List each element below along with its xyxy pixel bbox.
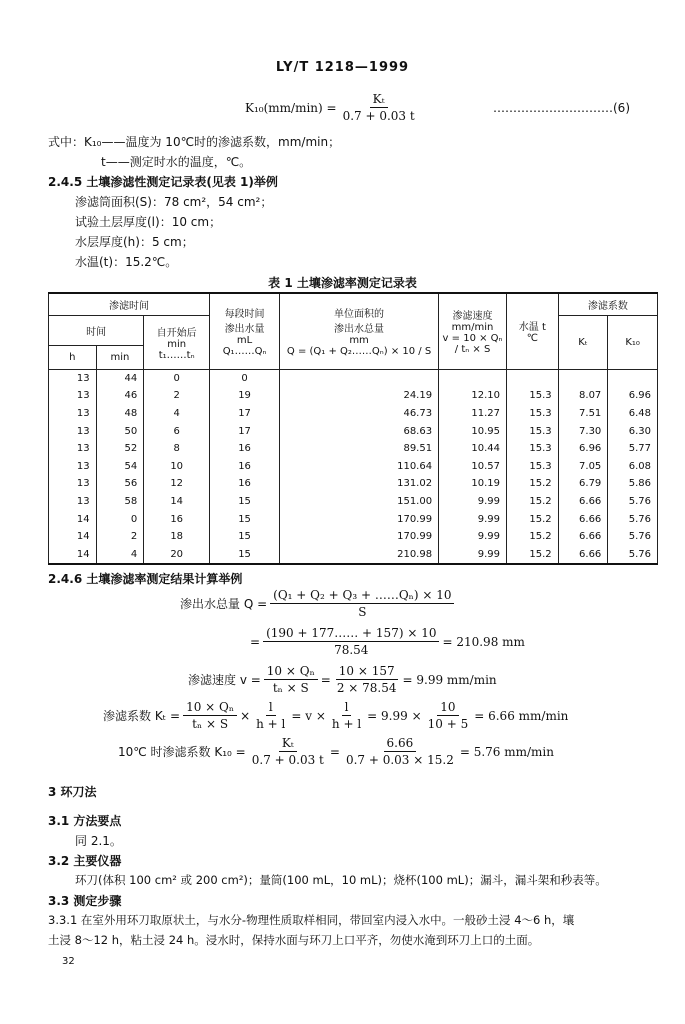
q-computed: = $\frac{(190 + 177\dots\dots + 157) \times 10}{78.54}$ = 210.98 mm bbox=[250, 626, 525, 657]
header-area-line1: 单位面积的 bbox=[334, 309, 385, 321]
cell-hour: 13 bbox=[49, 369, 97, 387]
cell-temp: 15.3 bbox=[506, 422, 558, 440]
cell-total-water: 210.98 bbox=[280, 545, 439, 564]
cell-segment-water: 16 bbox=[210, 457, 280, 475]
cell-temp: 15.3 bbox=[506, 457, 558, 475]
header-speed bbox=[439, 293, 507, 369]
cell-total-water: 110.64 bbox=[280, 457, 439, 475]
cell-minute: 56 bbox=[96, 475, 144, 493]
kt-numerator-2: l bbox=[266, 700, 276, 716]
header-elapsed-symbol: t₁……tₙ bbox=[158, 349, 195, 361]
cell-total-water: 151.00 bbox=[280, 493, 439, 511]
header-seg-line4: Q₁……Qₙ bbox=[222, 346, 267, 358]
cell-segment-water: 16 bbox=[210, 440, 280, 458]
kt-denominator-3: h + l bbox=[331, 717, 362, 731]
cell-speed: 9.99 bbox=[439, 510, 507, 528]
v-label: 渗滤速度 v = bbox=[188, 673, 261, 687]
cell-speed: 10.19 bbox=[439, 475, 507, 493]
v-result: = 9.99 mm/min bbox=[402, 672, 497, 687]
k10-result: = 5.76 mm/min bbox=[459, 744, 554, 759]
cell-segment-water: 0 bbox=[210, 369, 280, 387]
header-elapsed bbox=[144, 315, 210, 369]
cell-k10: 5.86 bbox=[608, 475, 658, 493]
cell-elapsed: 10 bbox=[144, 457, 210, 475]
kt-numerator-1: 10 × Qₙ bbox=[183, 700, 237, 716]
cell-speed: 10.57 bbox=[439, 457, 507, 475]
cell-kt: 6.66 bbox=[558, 493, 608, 511]
header-seg-line1: 每段时间 bbox=[224, 309, 265, 321]
cell-elapsed: 8 bbox=[144, 440, 210, 458]
cell-k10: 5.76 bbox=[608, 493, 658, 511]
header-seg-line3: mL bbox=[236, 335, 253, 347]
eq6-lhs: K₁₀(mm/min) = bbox=[245, 100, 337, 115]
cell-total-water: 89.51 bbox=[280, 440, 439, 458]
k10-denominator-1: 0.7 + 0.03 t bbox=[251, 753, 324, 767]
cell-total-water: 24.19 bbox=[280, 387, 439, 405]
cell-k10: 5.76 bbox=[608, 545, 658, 564]
eq6-numerator: Kₜ bbox=[370, 92, 388, 108]
header-temp-line2: ℃ bbox=[526, 333, 538, 345]
cell-kt: 6.96 bbox=[558, 440, 608, 458]
header-seg-line2: 渗出水量 bbox=[224, 324, 265, 336]
cell-minute: 44 bbox=[96, 369, 144, 387]
water-temp-line: 水温(t)：15.2℃。 bbox=[75, 255, 178, 269]
cell-total-water: 46.73 bbox=[280, 405, 439, 423]
cell-kt: 6.66 bbox=[558, 545, 608, 564]
page-header: LY/T 1218—1999 bbox=[275, 60, 410, 75]
q-equation bbox=[180, 588, 457, 619]
cell-segment-water: 15 bbox=[210, 510, 280, 528]
cell-hour: 14 bbox=[49, 510, 97, 528]
cell-minute: 2 bbox=[96, 528, 144, 546]
cell-kt: 6.66 bbox=[558, 528, 608, 546]
header-area-line3: mm bbox=[349, 335, 369, 347]
header-total-water bbox=[280, 293, 439, 369]
q-denominator: S bbox=[358, 605, 367, 619]
kt-denominator-2: h + l bbox=[256, 717, 286, 731]
cell-hour: 14 bbox=[49, 545, 97, 564]
kt-numerator-3: l bbox=[342, 700, 352, 716]
cell-segment-water: 17 bbox=[210, 422, 280, 440]
cell-minute: 48 bbox=[96, 405, 144, 423]
q2-result: = 210.98 mm bbox=[442, 634, 525, 649]
eq6-denominator: 0.7 + 0.03 t bbox=[342, 109, 415, 123]
table-row bbox=[49, 387, 658, 405]
header-time: 时间 bbox=[49, 315, 144, 345]
cell-hour: 13 bbox=[49, 493, 97, 511]
cell-k10: 5.77 bbox=[608, 440, 658, 458]
table-row bbox=[49, 545, 658, 564]
cell-elapsed: 0 bbox=[144, 369, 210, 387]
cell-kt: 7.05 bbox=[558, 457, 608, 475]
table-row bbox=[49, 422, 658, 440]
cell-speed: 12.10 bbox=[439, 387, 507, 405]
cell-minute: 50 bbox=[96, 422, 144, 440]
v-numerator-1: 10 × Qₙ bbox=[264, 664, 318, 680]
header-area-formula: Q = (Q₁ + Q₂……Qₙ) × 10 / S bbox=[286, 346, 432, 358]
cell-segment-water: 19 bbox=[210, 387, 280, 405]
infiltration-record-table bbox=[48, 292, 658, 565]
cell-hour: 13 bbox=[49, 387, 97, 405]
table-row bbox=[49, 475, 658, 493]
where-line-2: t——测定时水的温度，℃。 bbox=[101, 155, 252, 169]
cell-elapsed: 12 bbox=[144, 475, 210, 493]
header-elapsed-unit: min bbox=[167, 338, 187, 350]
q-label: 渗出水总量 Q = bbox=[180, 597, 268, 611]
cell-elapsed: 18 bbox=[144, 528, 210, 546]
v-denominator-2: 2 × 78.54 bbox=[336, 681, 397, 695]
cell-temp: 15.3 bbox=[506, 387, 558, 405]
cell-total-water: 131.02 bbox=[280, 475, 439, 493]
q2-denominator: 78.54 bbox=[334, 643, 369, 657]
cell-k10: 5.76 bbox=[608, 528, 658, 546]
table-row bbox=[49, 493, 658, 511]
cell-k10: 6.08 bbox=[608, 457, 658, 475]
cell-temp bbox=[506, 369, 558, 387]
water-layer-line: 水层厚度(h)：5 cm； bbox=[75, 235, 194, 249]
table-row bbox=[49, 528, 658, 546]
cell-temp: 15.2 bbox=[506, 528, 558, 546]
header-k10: K₁₀ bbox=[608, 315, 658, 369]
eq6-fraction bbox=[340, 92, 418, 123]
cell-elapsed: 2 bbox=[144, 387, 210, 405]
v-denominator-1: tₙ × S bbox=[272, 681, 309, 695]
section-3-1-text: 同 2.1。 bbox=[75, 834, 122, 848]
table-caption: 表 1 土壤渗滤率测定记录表 bbox=[268, 276, 417, 290]
cell-elapsed: 14 bbox=[144, 493, 210, 511]
cell-segment-water: 15 bbox=[210, 493, 280, 511]
section-3-3-1-text-b: 土浸 8～12 h，粘土浸 24 h。浸水时，保持水面与环刀上口平齐，勿使水淹到环刀上口的土面。 bbox=[48, 933, 540, 947]
section-3-2-heading: 3.2 主要仪器 bbox=[48, 854, 122, 868]
cell-elapsed: 20 bbox=[144, 545, 210, 564]
cell-speed: 9.99 bbox=[439, 545, 507, 564]
section-3-3-heading: 3.3 测定步骤 bbox=[48, 894, 122, 908]
q-numerator: (Q₁ + Q₂ + Q₃ + ……Qₙ) × 10 bbox=[270, 588, 454, 604]
cell-elapsed: 16 bbox=[144, 510, 210, 528]
cell-segment-water: 15 bbox=[210, 545, 280, 564]
table-row bbox=[49, 510, 658, 528]
section-2-4-5-heading: 2.4.5 土壤渗滤性测定记录表(见表 1)举例 bbox=[48, 175, 278, 189]
cell-total-water: 170.99 bbox=[280, 528, 439, 546]
header-temp-line1: 水温 t bbox=[518, 322, 546, 334]
table-row bbox=[49, 405, 658, 423]
cell-kt: 8.07 bbox=[558, 387, 608, 405]
header-time-group: 渗滤时间 bbox=[49, 293, 210, 315]
page-number: 32 bbox=[62, 956, 75, 967]
header-temp bbox=[506, 293, 558, 369]
cell-minute: 4 bbox=[96, 545, 144, 564]
kt-mid: = v × bbox=[291, 708, 326, 723]
k10-label: 10℃ 时渗滤系数 K₁₀ = bbox=[118, 745, 246, 759]
section-3-3-1-text-a: 3.3.1 在室外用环刀取原状土，与水分-物理性质取样相同，带回室内浸入水中。一般砂土浸 4～6 h，壤 bbox=[48, 913, 575, 927]
cell-temp: 15.2 bbox=[506, 545, 558, 564]
cell-speed bbox=[439, 369, 507, 387]
header-kt: Kₜ bbox=[558, 315, 608, 369]
cell-k10: 6.30 bbox=[608, 422, 658, 440]
cell-kt: 6.79 bbox=[558, 475, 608, 493]
cell-hour: 13 bbox=[49, 457, 97, 475]
table-row bbox=[49, 457, 658, 475]
table-row bbox=[49, 369, 658, 387]
cell-hour: 14 bbox=[49, 528, 97, 546]
k10-numerator-1: Kₜ bbox=[279, 736, 297, 752]
cell-total-water: 170.99 bbox=[280, 510, 439, 528]
cell-temp: 15.2 bbox=[506, 510, 558, 528]
cell-kt: 7.51 bbox=[558, 405, 608, 423]
section-2-4-6-heading: 2.4.6 土壤渗滤率测定结果计算举例 bbox=[48, 572, 243, 586]
table-row bbox=[49, 440, 658, 458]
cell-minute: 52 bbox=[96, 440, 144, 458]
section-3-2-text: 环刀(体积 100 cm² 或 200 cm²)；量筒(100 mL，10 mL)；烧杯(100 mL)；漏斗，漏斗架和秒表等。 bbox=[75, 873, 607, 887]
kt-mid-2: = 9.99 × bbox=[367, 708, 422, 723]
cell-hour: 13 bbox=[49, 405, 97, 423]
cell-kt bbox=[558, 369, 608, 387]
header-minute: min bbox=[96, 345, 144, 369]
cell-minute: 58 bbox=[96, 493, 144, 511]
kt-denominator-4: 10 + 5 bbox=[427, 717, 469, 731]
header-area-line2: 渗出水总量 bbox=[334, 324, 385, 336]
cell-speed: 9.99 bbox=[439, 528, 507, 546]
cell-total-water bbox=[280, 369, 439, 387]
cell-temp: 15.2 bbox=[506, 493, 558, 511]
k10-equation: 10℃ 时渗滤系数 K₁₀ = $\frac{\text{Kₜ}}{0.7 + 0.03 t}$ = $\frac{6.66}{0.7 + 0.03 \times 15.2}$ = 5.76 mm/min bbox=[118, 736, 554, 767]
eq6-number: …………………………(6) bbox=[493, 101, 630, 115]
cell-minute: 54 bbox=[96, 457, 144, 475]
k10-numerator-2: 6.66 bbox=[384, 736, 417, 752]
cell-temp: 15.3 bbox=[506, 405, 558, 423]
header-coef-group: 渗滤系数 bbox=[558, 293, 657, 315]
cell-speed: 9.99 bbox=[439, 493, 507, 511]
cell-elapsed: 4 bbox=[144, 405, 210, 423]
cell-k10: 5.76 bbox=[608, 510, 658, 528]
cell-elapsed: 6 bbox=[144, 422, 210, 440]
cell-kt: 6.66 bbox=[558, 510, 608, 528]
kt-numerator-4: 10 bbox=[437, 700, 458, 716]
v-numerator-2: 10 × 157 bbox=[336, 664, 398, 680]
cell-k10: 6.48 bbox=[608, 405, 658, 423]
cell-speed: 10.95 bbox=[439, 422, 507, 440]
cell-temp: 15.3 bbox=[506, 440, 558, 458]
q2-numerator: (190 + 177…… + 157) × 10 bbox=[263, 626, 439, 642]
cell-temp: 15.2 bbox=[506, 475, 558, 493]
thickness-line: 试验土层厚度(l)：10 cm； bbox=[75, 215, 222, 229]
cell-speed: 11.27 bbox=[439, 405, 507, 423]
kt-denominator-1: tₙ × S bbox=[192, 717, 229, 731]
cell-segment-water: 17 bbox=[210, 405, 280, 423]
area-line: 渗滤筒面积(S)：78 cm²，54 cm²； bbox=[75, 195, 273, 209]
cell-hour: 13 bbox=[49, 475, 97, 493]
equation-6 bbox=[245, 92, 421, 123]
cell-total-water: 68.63 bbox=[280, 422, 439, 440]
kt-label: 渗滤系数 Kₜ = bbox=[103, 709, 181, 723]
k10-denominator-2: 0.7 + 0.03 × 15.2 bbox=[345, 753, 454, 767]
cell-speed: 10.44 bbox=[439, 440, 507, 458]
header-speed-line2: mm/min bbox=[451, 322, 494, 334]
cell-minute: 46 bbox=[96, 387, 144, 405]
header-speed-formula: v = 10 × Qₙ / tₙ × S bbox=[442, 333, 503, 356]
v-equation: 渗滤速度 v = $\frac{\text{10 × Qₙ}}{\text{tₙ × S}}$ = $\frac{10 \times 157}{2 \times 78.54}$ = 9.99 mm/min bbox=[188, 664, 497, 695]
section-3-heading: 3 环刀法 bbox=[48, 785, 97, 799]
cell-hour: 13 bbox=[49, 422, 97, 440]
cell-hour: 13 bbox=[49, 440, 97, 458]
header-speed-line1: 渗滤速度 bbox=[452, 311, 493, 323]
kt-equation: 渗滤系数 Kₜ = $\frac{\text{10 × Qₙ}}{\text{tₙ × S}}$ × $\frac{l}{h + l}$ = v × $\frac{l}{h + l}$ = 9.99 × $\frac{10}{10 + 5}$ = 6.66 mm/min bbox=[103, 700, 569, 731]
cell-k10: 6.96 bbox=[608, 387, 658, 405]
kt-result: = 6.66 mm/min bbox=[474, 708, 569, 723]
section-3-1-heading: 3.1 方法要点 bbox=[48, 814, 122, 828]
cell-kt: 7.30 bbox=[558, 422, 608, 440]
header-elapsed-line1: 自开始后 bbox=[156, 327, 197, 339]
cell-k10 bbox=[608, 369, 658, 387]
cell-segment-water: 15 bbox=[210, 528, 280, 546]
header-segment-water bbox=[210, 293, 280, 369]
where-line-1: 式中：K₁₀——温度为 10℃时的渗滤系数，mm/min； bbox=[48, 135, 341, 149]
cell-segment-water: 16 bbox=[210, 475, 280, 493]
cell-minute: 0 bbox=[96, 510, 144, 528]
header-hour: h bbox=[49, 345, 97, 369]
